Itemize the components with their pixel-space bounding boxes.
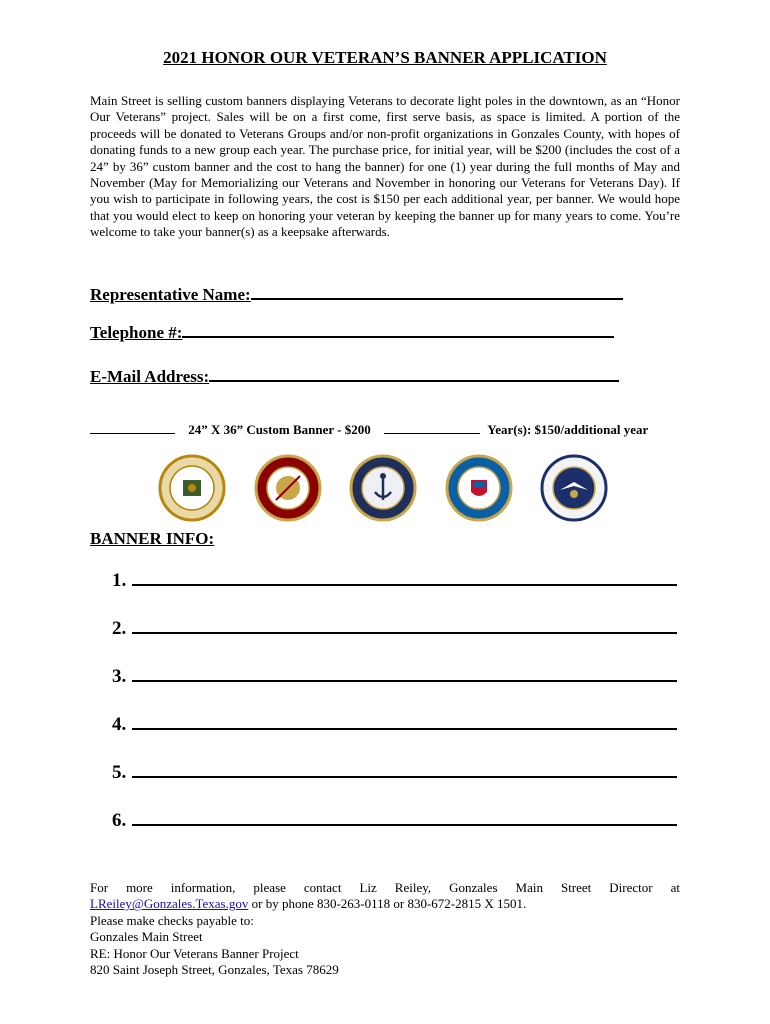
footer-memo: RE: Honor Our Veterans Banner Project (90, 945, 299, 961)
footer-phone-text: or by phone 830-263-0118 or 830-672-2815 X 1501. (248, 896, 527, 912)
representative-name-label: Representative Name: (90, 285, 251, 304)
marine-corps-seal-icon (254, 454, 322, 522)
banner-info-line-6[interactable] (112, 806, 677, 832)
email-field[interactable] (90, 364, 619, 387)
intro-paragraph: Main Street is selling custom banners displaying Veterans to decorate light poles in the downtown, as an “Honor Our Veterans” project. Sales will be on a first come, first serve basis, as space is limited. A portion of the proceeds will be donated to Veterans Groups and/or non-profit organizations in Gonzales County, with hopes of donating funds to a new group each year. The purchase price, for initial year, will be $200 (includes the cost of a 24” by 36” custom banner and the cost to hang the banner) for one (1) year during the full months of May and November (May for Memorializing our Veterans and November in honoring our Veterans for Veterans Day). If you wish to participate in following years, the cost is $150 per each additional year, per banner. We would hope that you would elect to keep on honoring your veteran by keeping the banner up for many years to come. You’re welcome to take your banner(s) as a keepsake afterwards. (90, 93, 680, 240)
army-seal-icon (158, 454, 226, 522)
banner-info-line-3[interactable] (112, 662, 677, 688)
telephone-label: Telephone #: (90, 323, 183, 342)
years-price-label: Year(s): $150/additional year (487, 422, 649, 437)
banner-info-line-4[interactable] (112, 710, 677, 736)
banner-info-number: 1. (112, 570, 127, 591)
banner-info-number: 4. (112, 714, 127, 735)
footer-email-phone-line (90, 896, 680, 912)
banner-info-blank[interactable] (132, 566, 677, 586)
footer-contact-line: For more information, please contact Liz Reiley, Gonzales Main Street Director at (90, 880, 680, 895)
banner-info-blank[interactable] (132, 758, 677, 778)
banner-info-line-2[interactable] (112, 614, 677, 640)
banner-info-blank[interactable] (132, 662, 677, 682)
banner-info-number: 3. (112, 666, 127, 687)
banner-info-blank[interactable] (132, 614, 677, 634)
telephone-field[interactable] (90, 320, 614, 343)
banner-info-number: 5. (112, 762, 127, 783)
contact-footer (90, 880, 680, 978)
military-seals (158, 452, 608, 524)
air-force-seal-icon (540, 454, 608, 522)
banner-info-number: 6. (112, 810, 127, 831)
banner-price-label: 24” X 36” Custom Banner - $200 (188, 422, 371, 437)
email-label: E-Mail Address: (90, 367, 210, 386)
representative-name-line[interactable] (251, 282, 623, 300)
footer-checks-payable: Please make checks payable to: (90, 912, 254, 928)
years-quantity-blank[interactable] (384, 421, 480, 434)
representative-name-field[interactable] (90, 282, 623, 305)
banner-info-line-1[interactable] (112, 566, 677, 592)
email-line[interactable] (209, 364, 619, 382)
page-title: 2021 HONOR OUR VETERAN’S BANNER APPLICATION (163, 48, 607, 67)
telephone-line[interactable] (182, 320, 614, 338)
banner-info-line-5[interactable] (112, 758, 677, 784)
order-row (90, 421, 648, 438)
contact-email-link[interactable]: LReiley@Gonzales.Texas.gov (90, 896, 249, 912)
coast-guard-seal-icon (445, 454, 513, 522)
banner-info-heading: BANNER INFO: (90, 529, 215, 548)
banner-info-blank[interactable] (132, 710, 677, 730)
footer-address: 820 Saint Joseph Street, Gonzales, Texas 78629 (90, 962, 339, 978)
banner-info-number: 2. (112, 618, 127, 639)
navy-seal-icon (349, 454, 417, 522)
banner-info-blank[interactable] (132, 806, 677, 826)
banner-quantity-blank[interactable] (90, 421, 175, 434)
footer-payee: Gonzales Main Street (90, 929, 203, 945)
